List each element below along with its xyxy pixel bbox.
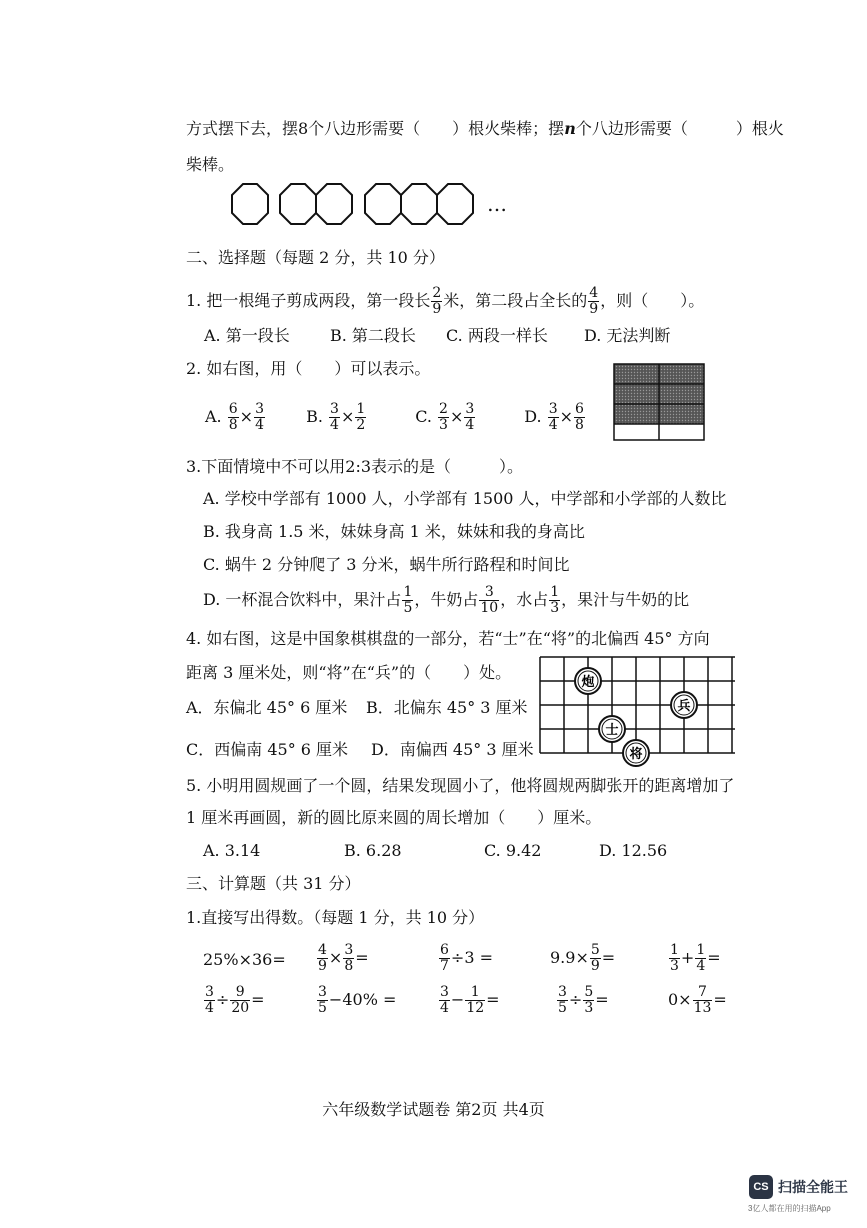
q1-text-b: 米，第二段占全长的 (443, 291, 588, 310)
q1-frac-1 (431, 286, 442, 317)
pre: 9.9× (550, 948, 589, 967)
intro-text-a: 方式摆下去，摆8个八边形需要（ ）根火柴棒；摆 (186, 119, 565, 138)
den: 2 (356, 417, 366, 433)
num: 6 (440, 942, 449, 958)
frac (317, 943, 328, 974)
piece-bing (671, 692, 697, 718)
frac-water (549, 585, 560, 616)
section-2-title: 二、选择题（每题 2 分，共 10 分） (186, 248, 445, 267)
frac (355, 402, 366, 433)
num: 1 (403, 584, 413, 600)
num: 3 (330, 401, 339, 417)
op: − (450, 990, 465, 1009)
calc-2-5 (668, 982, 727, 1018)
num: 3 (318, 984, 327, 1000)
q2-option-b (306, 397, 410, 437)
q3-stem: 3.下面情境中不可以用2:3表示的是（ ）。 (186, 457, 524, 476)
label: D. (524, 407, 542, 426)
frac (693, 985, 713, 1016)
text: ，果汁与牛奶的比 (561, 590, 690, 609)
num: 2 (439, 401, 448, 417)
den: 9 (590, 958, 600, 974)
scanner-watermark (749, 1175, 848, 1199)
q1-option-c: C. 两段一样长 (446, 326, 548, 345)
eq: = (486, 990, 500, 1009)
frac (465, 985, 485, 1016)
eq: = (713, 990, 727, 1009)
den: 4 (255, 417, 264, 433)
frac (329, 402, 340, 433)
frac-milk (479, 585, 499, 616)
num: 4 (318, 942, 327, 958)
frac (557, 985, 568, 1016)
frac (439, 943, 450, 974)
eq: = (707, 948, 721, 967)
times: × (559, 407, 574, 426)
q4-option-c: C．西偏南 45° 6 厘米 (186, 740, 349, 759)
q2-option-a (205, 397, 301, 437)
piece-jiang (623, 740, 649, 766)
text: ，牛奶占 (414, 590, 479, 609)
frac (695, 943, 706, 974)
den: 4 (440, 1000, 449, 1016)
num: 3 (440, 984, 449, 1000)
frac (590, 943, 601, 974)
ellipsis: … (487, 192, 507, 216)
octagon-1-1 (232, 184, 268, 224)
calc-1-3 (438, 940, 493, 976)
q5-option-c: C. 9.42 (484, 841, 542, 860)
q2-stem: 2. 如右图，用（ ）可以表示。 (186, 359, 431, 378)
num: 6 (228, 401, 238, 417)
den: 4 (330, 417, 339, 433)
pao-label: 炮 (581, 675, 595, 690)
shi-label: 士 (605, 723, 619, 738)
piece-pao (575, 668, 601, 694)
den: 20 (231, 1000, 250, 1016)
text: D. 一杯混合饮料中，果汁占 (203, 590, 402, 609)
intro-text-b: 个八边形需要（ ）根火 (575, 119, 784, 138)
octagon-3-1 (365, 184, 401, 224)
q4-option-a: A．东偏北 45° 6 厘米 (186, 698, 348, 717)
den: 12 (466, 1000, 485, 1016)
intro-line-2: 柴棒。 (186, 155, 235, 174)
den: 4 (205, 1000, 214, 1016)
calc-1-5 (668, 940, 721, 976)
frac (583, 985, 594, 1016)
den: 7 (440, 958, 449, 974)
den: 10 (480, 600, 499, 616)
calc-2-4 (556, 982, 609, 1018)
op: + (680, 948, 695, 967)
eq: = (251, 990, 265, 1009)
num: 3 (205, 984, 214, 1000)
q1-stem (186, 284, 704, 318)
rest: −40% = (328, 990, 397, 1009)
chess-board (540, 655, 740, 765)
num: 4 (589, 285, 599, 301)
q5-line-1: 5. 小明用圆规画了一个圆，结果发现圆小了，他将圆规两脚张开的距离增加了 (186, 776, 735, 795)
label: A. (205, 407, 222, 426)
num: 3 (484, 584, 494, 600)
den: 3 (584, 1000, 594, 1016)
den: 5 (318, 1000, 327, 1016)
eq: = (595, 990, 609, 1009)
num: 3 (255, 401, 264, 417)
q4-option-d: D．南偏西 45° 3 厘米 (371, 740, 534, 759)
frac (669, 943, 680, 974)
q1-option-a: A. 第一段长 (204, 326, 290, 345)
octagon-3-2 (401, 184, 437, 224)
num: 9 (235, 984, 245, 1000)
q2-option-c (415, 397, 519, 437)
op: ÷ (568, 990, 583, 1009)
frac (438, 402, 449, 433)
op: ÷ (215, 990, 230, 1009)
octagon-figures (225, 180, 525, 240)
label: C. (415, 407, 432, 426)
times: × (340, 407, 355, 426)
den: 5 (403, 600, 413, 616)
bing-label: 兵 (677, 699, 691, 714)
q5-line-2: 1 厘米再画圆，新的圆比原来圆的周长增加（ ）厘米。 (186, 808, 602, 827)
q2-shaded-figure (612, 362, 712, 442)
num: 3 (465, 401, 475, 417)
jiang-label: 将 (629, 747, 643, 762)
eq: = (355, 948, 369, 967)
q3-option-d (203, 583, 689, 617)
q3-option-b: B. 我身高 1.5 米，妹妹身高 1 米，妹妹和我的身高比 (203, 522, 585, 541)
frac (204, 985, 215, 1016)
calc-1-2 (316, 940, 369, 976)
den: 8 (575, 417, 584, 433)
frac (230, 985, 250, 1016)
num: 7 (698, 984, 707, 1000)
q2-option-d (524, 397, 614, 437)
octagon-2-2 (316, 184, 352, 224)
frac (439, 985, 450, 1016)
num: 2 (432, 285, 442, 301)
q5-option-a: A. 3.14 (203, 841, 261, 860)
den: 8 (228, 417, 238, 433)
watermark-tagline: 3亿人都在用的扫描App (748, 1204, 831, 1213)
frac-juice (402, 585, 413, 616)
q1-option-d: D. 无法判断 (584, 326, 671, 345)
frac (464, 402, 475, 433)
eq: = (601, 948, 616, 967)
q5-option-b: B. 6.28 (344, 841, 402, 860)
calc-1-4 (550, 940, 615, 976)
frac (254, 402, 265, 433)
den: 9 (432, 301, 442, 317)
frac (548, 402, 559, 433)
octagon-2-1 (280, 184, 316, 224)
op: × (328, 948, 343, 967)
den: 9 (589, 301, 599, 317)
num: 1 (470, 984, 480, 1000)
q1-frac-2 (588, 286, 599, 317)
q3-option-a: A. 学校中学部有 1000 人，小学部有 1500 人，中学部和小学部的人数比 (203, 489, 727, 508)
q1-text-a: 1. 把一根绳子剪成两段，第一段长 (186, 291, 431, 310)
num: 3 (344, 942, 354, 958)
q2-options (205, 397, 614, 437)
times: × (239, 407, 254, 426)
num: 3 (548, 401, 558, 417)
watermark-name: 扫描全能王 (778, 1179, 848, 1195)
q5-option-d: D. 12.56 (599, 841, 668, 860)
q3-option-c: C. 蜗牛 2 分钟爬了 3 分米，蜗牛所行路程和时间比 (203, 555, 570, 574)
calc-2-3 (438, 982, 500, 1018)
label: B. (306, 407, 323, 426)
q4-option-b: B．北偏东 45° 3 厘米 (366, 698, 528, 717)
den: 3 (439, 417, 448, 433)
pre: 0× (668, 990, 692, 1009)
page-footer: 六年级数学试题卷 第2页 共4页 (322, 1100, 545, 1119)
calc-2-2 (316, 982, 396, 1018)
den: 4 (465, 417, 475, 433)
den: 5 (558, 1000, 567, 1016)
den: 9 (318, 958, 327, 974)
octagon-3-3 (437, 184, 473, 224)
den: 8 (344, 958, 354, 974)
num: 1 (670, 942, 679, 958)
num: 5 (584, 984, 594, 1000)
num: 3 (558, 984, 567, 1000)
piece-shi (599, 716, 625, 742)
q1-text-c: ，则（ ）。 (600, 291, 705, 310)
frac (574, 402, 585, 433)
den: 4 (696, 958, 706, 974)
num: 5 (590, 942, 600, 958)
camscanner-logo-icon: CS (749, 1175, 773, 1199)
rest: ÷3 = (450, 948, 493, 967)
frac (343, 943, 354, 974)
num: 1 (356, 401, 366, 417)
num: 6 (575, 401, 584, 417)
section-3-title: 三、计算题（共 31 分） (186, 874, 361, 893)
calc-1-1: 25%×36= (203, 950, 286, 969)
calc-2-1 (203, 982, 265, 1018)
intro-line-1 (186, 119, 784, 139)
q1-option-b: B. 第二段长 (330, 326, 416, 345)
q4-line-2: 距离 3 厘米处，则“将”在“兵”的（ ）处。 (186, 663, 512, 682)
den: 3 (550, 600, 560, 616)
den: 13 (693, 1000, 712, 1016)
den: 4 (548, 417, 558, 433)
variable-n: n (564, 119, 576, 138)
section-3-sub: 1.直接写出得数。（每题 1 分，共 10 分） (186, 908, 485, 927)
frac (228, 402, 239, 433)
frac (317, 985, 328, 1016)
num: 1 (550, 584, 560, 600)
times: × (449, 407, 464, 426)
den: 3 (670, 958, 679, 974)
num: 1 (696, 942, 706, 958)
text: ，水占 (500, 590, 549, 609)
q4-line-1: 4. 如右图，这是中国象棋棋盘的一部分，若“士”在“将”的北偏西 45° 方向 (186, 629, 710, 648)
